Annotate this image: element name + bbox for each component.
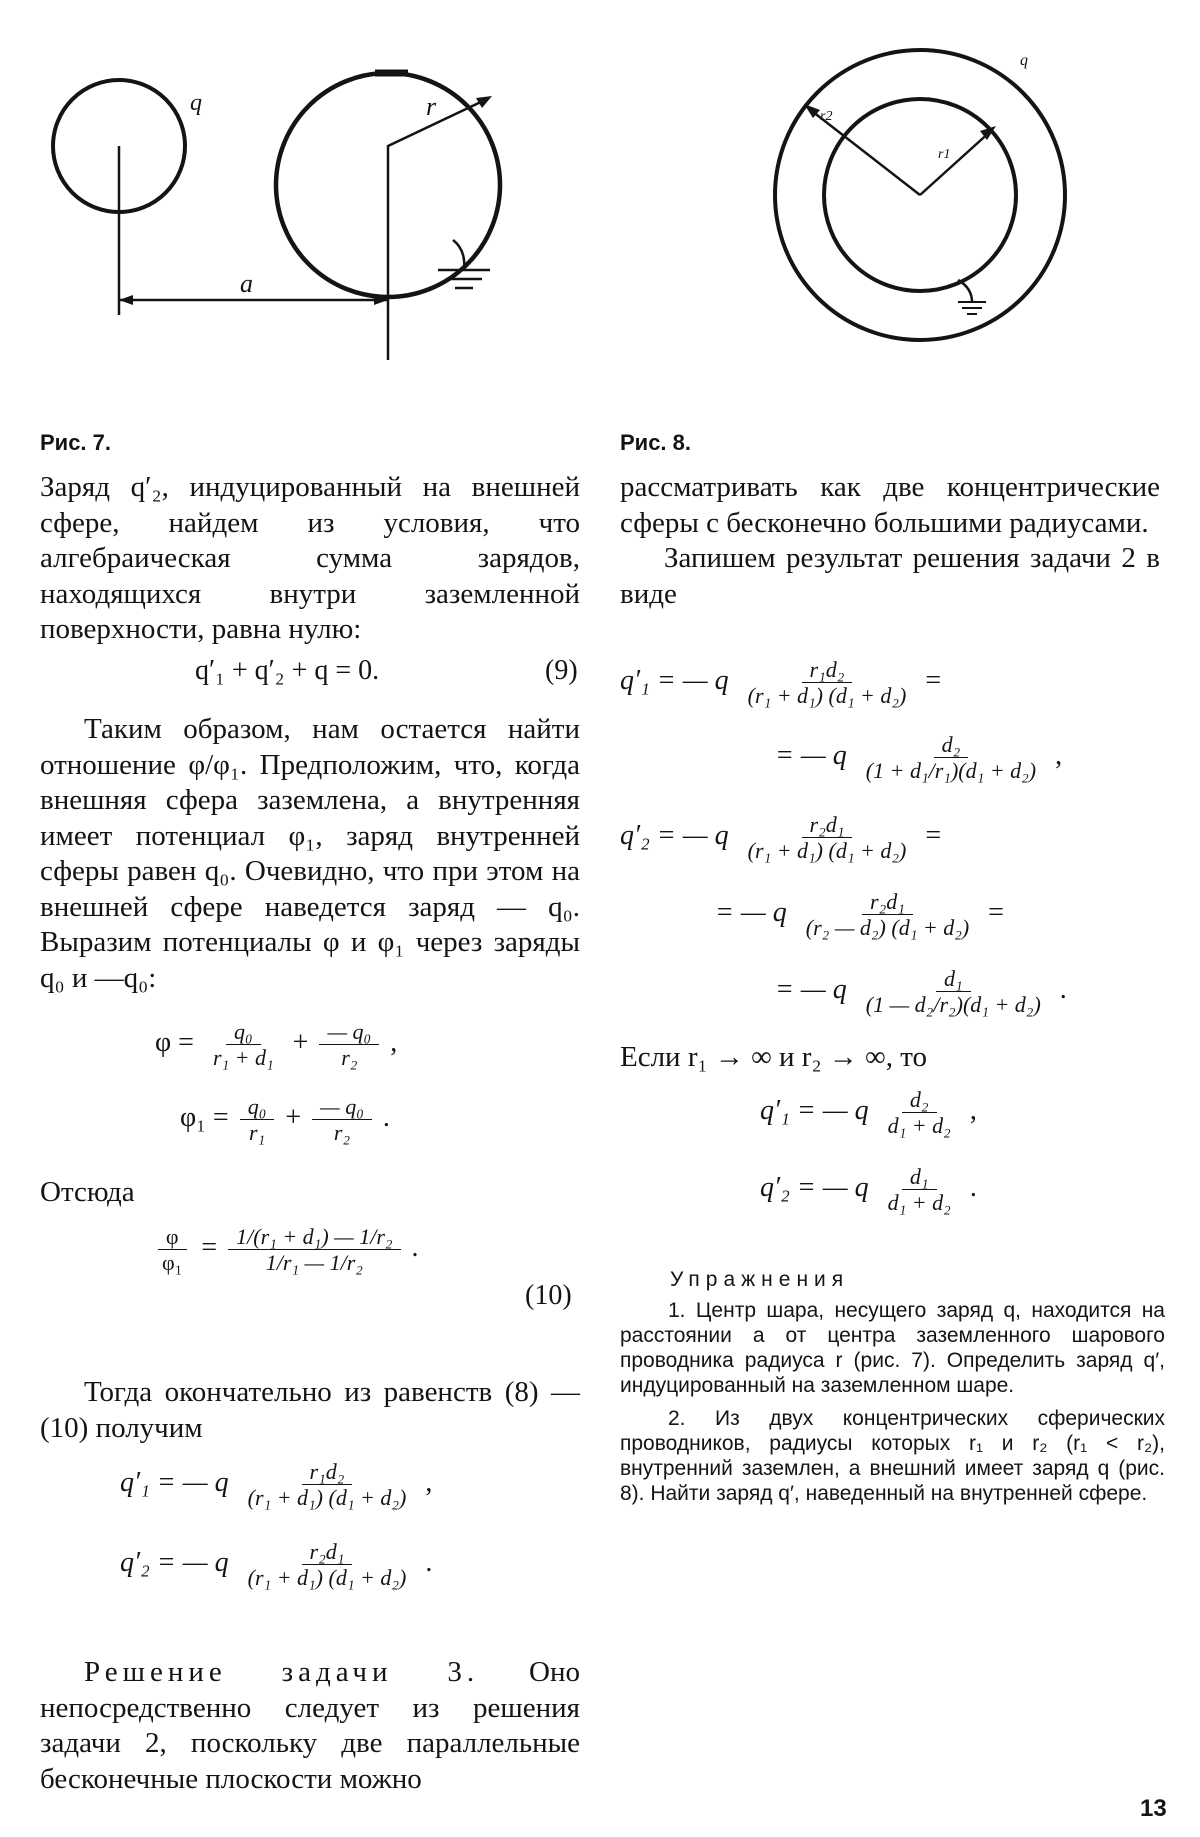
fig7-caption: Рис. 7. — [40, 430, 112, 455]
right-e3-tail: = — [925, 820, 942, 852]
equation-9-number: (9) — [545, 655, 578, 686]
lim2-frac — [880, 1165, 959, 1214]
equation-10-number: (10) — [525, 1280, 572, 1311]
distance-a-arrowhead-left — [119, 295, 133, 305]
fig7-label-q: q — [190, 90, 202, 116]
right-e1-den: (r₁ + d₁) (d₁ + d₂) — [747, 683, 907, 709]
fig8-caption: Рис. 8. — [620, 430, 692, 455]
fig8-label-r1: r1 — [938, 147, 951, 162]
right-e5-lhs: = — q — [775, 974, 847, 1006]
right-e2-den: (1 + d₁/r₁)(d₁ + d₂) — [865, 758, 1037, 784]
right-e5-frac — [858, 967, 1049, 1016]
eq10-main-frac — [228, 1225, 400, 1274]
exercise-2: 2. Из двух концентрических сферических проводников, радиусы которых r₁ и r₂ (r₁ < r₂), внутренний заземлен, а внешний имеет заряд q (рис. 8). Найти заряд q′, наведенный на внутренней сфере. — [620, 1407, 1165, 1505]
right-e3-frac — [740, 813, 915, 862]
right-eq-4 — [715, 890, 1004, 939]
lim1-den: d₁ + d₂ — [887, 1113, 951, 1139]
res1-frac — [240, 1460, 415, 1509]
right-e2-lhs: = — q — [775, 740, 847, 772]
eq-phi1-f2-num: — q₀ — [312, 1095, 372, 1120]
lim2-den: d₁ + d₂ — [887, 1190, 951, 1216]
res2-lhs: q′₂ = — q — [120, 1547, 229, 1579]
eq10-lhs-den: φ₁ — [162, 1250, 183, 1276]
right-e5-tail: . — [1059, 974, 1067, 1006]
eq10-lhs-frac — [154, 1225, 190, 1274]
res2-den: (r₁ + d₁) (d₁ + d₂) — [247, 1565, 407, 1591]
left-para-2-block — [40, 712, 580, 996]
res1-num: r₁d₂ — [302, 1460, 353, 1485]
right-eq-2 — [775, 733, 1062, 782]
equation-phi — [155, 1020, 397, 1069]
ground-wire — [453, 240, 464, 270]
right-e1-tail: = — [925, 665, 942, 697]
right-e4-den: (r₂ — d₂) (d₁ + d₂) — [805, 915, 970, 941]
lim1-num: d₂ — [902, 1088, 937, 1113]
equation-phi1 — [180, 1095, 390, 1144]
right-e3-num: r₂d₁ — [802, 813, 853, 838]
eq-phi-f2-den: r₂ — [341, 1045, 358, 1071]
result-q1 — [120, 1460, 432, 1509]
res2-tail: . — [425, 1547, 433, 1579]
limit-q2 — [760, 1165, 977, 1214]
eq-phi-frac-2 — [319, 1020, 379, 1069]
figure-8 — [740, 40, 1100, 360]
right-e5-num: d₁ — [936, 967, 971, 992]
right-eq-3 — [620, 813, 941, 862]
eq-phi1-f2-den: r₂ — [333, 1120, 351, 1146]
lim2-num: d₁ — [902, 1165, 937, 1190]
eq-phi1-frac-1 — [240, 1095, 275, 1144]
left-para-1: Заряд q′₂, индуцированный на внешней сфере, найдем из условия, что алгебраическая сумма зарядов, находящихся внутри заземленной поверхности, равна нулю: — [40, 471, 580, 645]
solution-3-heading: Решение задачи 3. — [84, 1656, 480, 1688]
result-q2 — [120, 1540, 432, 1589]
res2-frac — [240, 1540, 415, 1589]
eq-phi-tail: , — [390, 1027, 398, 1059]
eq-phi1-f1-den: r₁ — [248, 1120, 266, 1146]
eq-phi-f2-num: — q₀ — [319, 1020, 379, 1045]
eq-phi-f1-den: r₁ + d₁ — [212, 1045, 274, 1071]
exercises-heading: Упражнения — [670, 1268, 850, 1291]
right-e2-num: d₂ — [934, 733, 969, 758]
right-e1-lhs: q′₁ = — q — [620, 665, 729, 697]
right-para-2: Запишем результат решения задачи 2 в виде — [620, 542, 1160, 610]
right-e4-tail: = — [988, 897, 1004, 929]
solution-3-block — [40, 1655, 580, 1797]
otsyuda-text: Отсюда — [40, 1176, 135, 1208]
fig8-label-r2: r2 — [820, 109, 833, 124]
res1-den: (r₁ + d₁) (d₁ + d₂) — [247, 1485, 407, 1511]
eq-phi-plus: + — [292, 1027, 309, 1059]
left-column — [40, 470, 580, 648]
right-e2-tail: , — [1055, 740, 1063, 772]
lim2-lhs: q′₂ = — q — [760, 1172, 869, 1204]
eq-phi1-f1-num: q₀ — [240, 1095, 275, 1120]
exercises-block — [620, 1268, 1165, 1506]
right-para-1: рассматривать как две концентрические сферы с бесконечно большими радиусами. — [620, 471, 1160, 539]
eq-phi1-lhs: φ₁ = — [180, 1102, 229, 1134]
lim1-tail: , — [969, 1095, 977, 1127]
eq-phi-lhs: φ = — [155, 1027, 194, 1059]
fig7-label-a: a — [240, 269, 253, 298]
lim1-lhs: q′₁ = — q — [760, 1095, 869, 1127]
fig8-label-q: q — [1020, 52, 1028, 69]
eq-phi1-tail: . — [382, 1102, 390, 1134]
right-e1-num: r₁d₂ — [802, 658, 853, 683]
right-e4-num: r₂d₁ — [862, 890, 913, 915]
eq10-bottom: 1/r₁ — 1/r₂ — [265, 1250, 363, 1276]
res2-num: r₂d₁ — [302, 1540, 353, 1565]
eq10-top: 1/(r₁ + d₁) — 1/r₂ — [228, 1225, 400, 1250]
lim2-tail: . — [969, 1172, 977, 1204]
radius-r1-line — [920, 130, 992, 195]
fig7-label-r: r — [426, 92, 437, 121]
lim1-frac — [880, 1088, 959, 1137]
eq-phi-f1-num: q₀ — [226, 1020, 261, 1045]
eq10-tail: . — [411, 1232, 419, 1264]
limit-line: Если r₁ → ∞ и r₂ → ∞, то — [620, 1041, 928, 1073]
equation-10 — [150, 1225, 419, 1274]
eq-phi1-frac-2 — [312, 1095, 372, 1144]
eq-phi1-plus: + — [285, 1102, 302, 1134]
right-e3-den: (r₁ + d₁) (d₁ + d₂) — [747, 838, 907, 864]
radius-r-arrow — [388, 100, 485, 146]
right-eq-5 — [775, 967, 1067, 1016]
right-eq-1 — [620, 658, 941, 707]
page-number: 13 — [1140, 1795, 1167, 1822]
eq-phi-frac-1 — [205, 1020, 282, 1069]
eq10-lhs-num: φ — [158, 1225, 187, 1250]
right-e1-frac — [740, 658, 915, 707]
exercise-1: 1. Центр шара, несущего заряд q, находится на расстоянии a от центра заземленного шарового проводника радиуса r (рис. 7). Определить заряд q′, индуцированный на заземленном шаре. — [620, 1299, 1165, 1397]
right-e3-lhs: q′₂ = — q — [620, 820, 729, 852]
right-column — [620, 470, 1160, 612]
right-e5-den: (1 — d₂/r₂)(d₁ + d₂) — [865, 992, 1041, 1018]
res1-lhs: q′₁ = — q — [120, 1467, 229, 1499]
eq10-equals: = — [201, 1232, 218, 1264]
equation-9: q′₁ + q′₂ + q = 0. — [195, 655, 380, 686]
left-para-3: Тогда окончательно из равенств (8) — (10) получим — [40, 1376, 580, 1444]
solution-3-text: Оно непосредственно следует из решения задачи 2, поскольку две параллельные бесконечные плоскости можно — [40, 1656, 580, 1795]
figure-7 — [30, 60, 590, 380]
right-e4-lhs: = — q — [715, 897, 787, 929]
right-e4-frac — [798, 890, 977, 939]
limit-q1 — [760, 1088, 977, 1137]
left-para-2: Таким образом, нам остается найти отношение φ/φ₁. Предположим, что, когда внешняя сфера заземлена, а внутренняя имеет потенциал φ₁, заряд внутренней сферы равен q₀. Очевидно, что при этом на внешней сфере наведется заряд — q₀. Выразим потенциалы φ и φ₁ через заряды q₀ и —q₀: — [40, 713, 580, 994]
right-e2-frac — [858, 733, 1044, 782]
solution-3-paragraph — [40, 1655, 580, 1797]
left-para-3-block — [40, 1375, 580, 1446]
res1-tail: , — [425, 1467, 433, 1499]
